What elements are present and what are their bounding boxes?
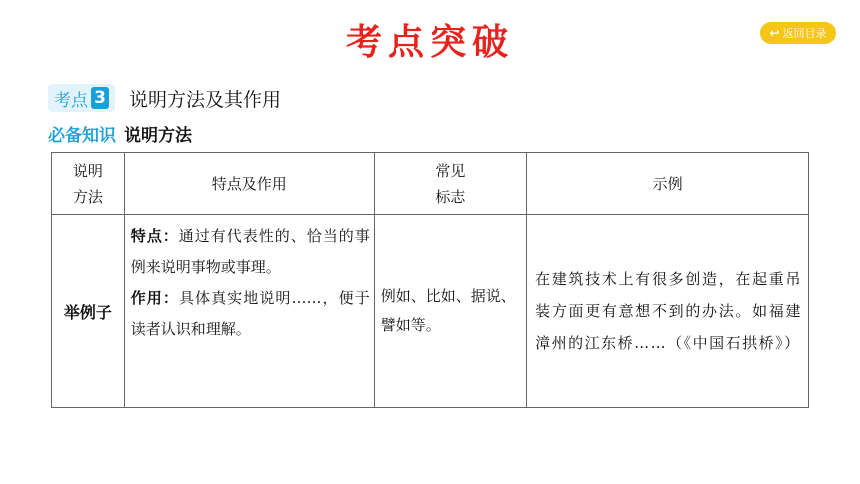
return-arrow-icon: ↩ bbox=[769, 26, 780, 40]
effect-label: 作用： bbox=[130, 289, 179, 307]
knowledge-heading bbox=[48, 121, 192, 146]
header-markers-line1: 常见 bbox=[435, 161, 466, 180]
knowledge-label: 必备知识 bbox=[48, 126, 116, 146]
header-markers-line2: 标志 bbox=[435, 187, 466, 206]
header-example: 示例 bbox=[527, 153, 809, 215]
header-markers bbox=[374, 153, 526, 215]
header-method bbox=[52, 153, 125, 215]
cell-feature bbox=[124, 215, 374, 408]
topic-title: 说明方法及其作用 bbox=[129, 88, 282, 111]
back-button-label: 返回目录 bbox=[782, 27, 827, 40]
topic-badge bbox=[48, 84, 115, 112]
topic-heading bbox=[48, 84, 281, 112]
feature-label: 特点： bbox=[130, 227, 179, 245]
topic-prefix: 考点 bbox=[54, 90, 88, 111]
method-table bbox=[51, 152, 809, 408]
knowledge-text: 说明方法 bbox=[124, 126, 192, 146]
header-method-line2: 方法 bbox=[72, 187, 103, 206]
topic-number: 3 bbox=[91, 87, 109, 109]
page-title: 考点突破 bbox=[345, 22, 514, 63]
cell-example: 在建筑技术上有很多创造，在起重吊装方面更有意想不到的办法。如福建漳州的江东桥……（《中国石拱桥》） bbox=[527, 215, 809, 408]
header-method-line1: 说明 bbox=[72, 161, 103, 180]
effect-text: 具体真实地说明……，便于读者认识和理解。 bbox=[130, 289, 370, 338]
cell-method: 举例子 bbox=[52, 215, 125, 408]
table-header-row bbox=[52, 153, 809, 215]
header-feature: 特点及作用 bbox=[124, 153, 374, 215]
table-row bbox=[52, 215, 809, 408]
back-to-contents-button[interactable] bbox=[760, 22, 836, 44]
cell-markers: 例如、比如、据说、譬如等。 bbox=[374, 215, 526, 408]
feature-text: 通过有代表性的、恰当的事例来说明事物或事理。 bbox=[130, 227, 370, 276]
